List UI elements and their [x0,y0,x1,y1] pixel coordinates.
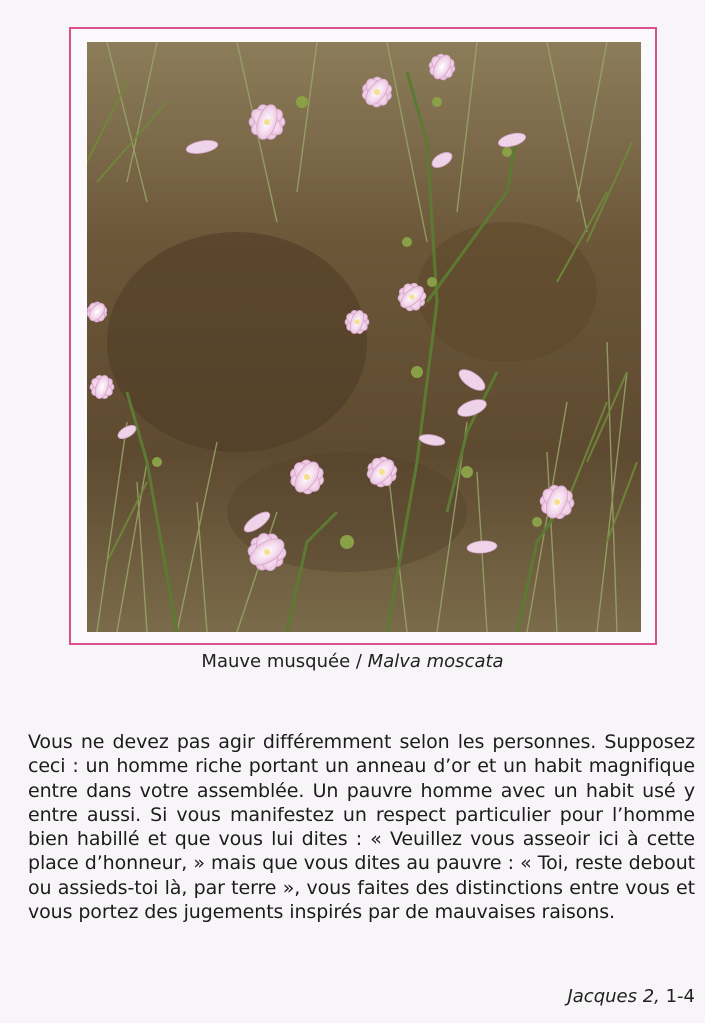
reference-verses: 1-4 [659,986,695,1007]
caption-common-name: Mauve musquée [201,651,351,672]
scripture-passage: Vous ne devez pas agir différemment selon les personnes. Supposez ceci : un homme riche portant un anneau d’or et un habit magnifique entre dans votre assemblée. Un pauvre homme avec un habit usé y entre aussi. Si vous manifestez un respect particulier pour l’homme bien habillé et que vous lui dites : « Veuillez vous asseoir ici à cette place d’honneur, » mais que vous dites au pauvre : « Toi, reste debout ou assieds-toi là, par terre », vous faites des distinctions entre vous et vous portez des jugements inspirés par de mauvaises raisons. [28,731,695,924]
caption-latin-name: Malva moscata [367,651,504,672]
reference-book: Jacques 2, [567,986,660,1007]
caption-separator: / [350,651,368,672]
photo-frame [69,27,657,645]
mallow-photo-illustration [87,42,641,632]
photo-caption [0,651,705,672]
scripture-reference [567,986,695,1007]
mallow-photo [87,42,641,632]
